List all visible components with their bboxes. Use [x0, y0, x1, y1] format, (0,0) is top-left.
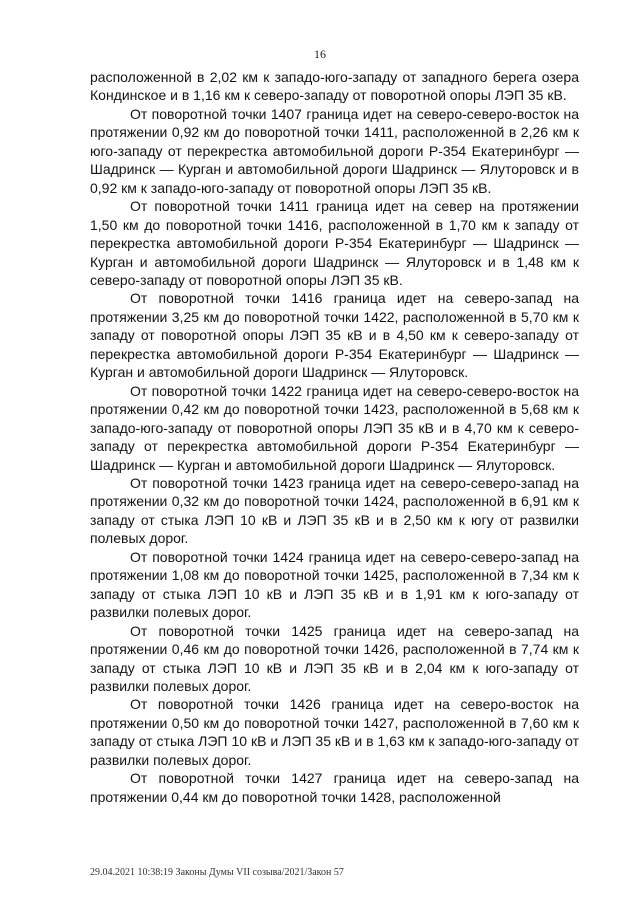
paragraph-point-1422: От поворотной точки 1422 граница идет на северо-северо-восток на протяжении 0,42 км до поворотной точки 1423, расположенной в 5,68 км к западо-юго-западу от поворотной опоры ЛЭП 35 кВ и в 4,70 км к северо-западу от перекрестка автомобильной дороги Р-354 Екатеринбург — Шадринск — Курган и автомобильной дороги Шадринск — Ялуторовск.: [90, 382, 579, 473]
paragraph-point-1426: От поворотной точки 1426 граница идет на северо-восток на протяжении 0,50 км до поворотной точки 1427, расположенной в 7,60 км к западу от стыка ЛЭП 10 кВ и ЛЭП 35 кВ и в 1,63 км к западо-юго-западу от развилки полевых дорог.: [90, 696, 579, 768]
paragraph-point-1411: От поворотной точки 1411 граница идет на север на протяжении 1,50 км до поворотной точки 1416, расположенной в 1,70 км к западу от перекрестка автомобильной дороги Р-354 Екатеринбург — Шадринск — Курган и автомобильной дороги Шадринск — Ялуторовск и в 1,48 км к северо-западу от поворотной опоры ЛЭП 35 кВ.: [90, 198, 579, 288]
page-number: 16: [314, 47, 326, 61]
paragraph-continuation: расположенной в 2,02 км к западо-юго-западу от западного берега озера Кондинское и в 1,16 км к северо-западу от поворотной опоры ЛЭП 35 кВ.: [90, 69, 579, 104]
document-footer-stamp: 29.04.2021 10:38:19 Законы Думы VII созыва/2021/Закон 57: [90, 867, 344, 878]
paragraph-point-1423: От поворотной точки 1423 граница идет на северо-северо-запад на протяжении 0,32 км до поворотной точки 1424, расположенной в 6,91 км к западу от стыка ЛЭП 10 кВ и ЛЭП 35 кВ и в 2,50 км к югу от развилки полевых дорог.: [90, 474, 579, 547]
document-body: [90, 68, 579, 806]
paragraph-point-1416: От поворотной точки 1416 граница идет на северо-запад на протяжении 3,25 км до поворотной точки 1422, расположенной в 5,70 км к западу от поворотной опоры ЛЭП 35 кВ и в 4,50 км к северо-западу от перекрестка автомобильной дороги Р-354 Екатеринбург — Шадринск — Курган и автомобильной дороги Шадринск — Ялуторовск.: [90, 290, 579, 381]
paragraph-point-1425: От поворотной точки 1425 граница идет на северо-запад на протяжении 0,46 км до поворотной точки 1426, расположенной в 7,74 км к западу от стыка ЛЭП 10 кВ и ЛЭП 35 кВ и в 2,04 км к юго-западу от развилки полевых дорог.: [90, 622, 579, 694]
paragraph-point-1424: От поворотной точки 1424 граница идет на северо-северо-запад на протяжении 1,08 км до поворотной точки 1425, расположенной в 7,34 км к западу от стыка ЛЭП 10 кВ и ЛЭП 35 кВ и в 1,91 км к юго-западу от развилки полевых дорог.: [90, 548, 579, 621]
paragraph-point-1427: От поворотной точки 1427 граница идет на северо-запад на протяжении 0,44 км до поворотной точки 1428, расположенной: [90, 770, 579, 805]
paragraph-point-1407: От поворотной точки 1407 граница идет на северо-северо-восток на протяжении 0,92 км до поворотной точки 1411, расположенной в 2,26 км к юго-западу от перекрестка автомобильной дороги Р-354 Екатеринбург — Шадринск — Курган и автомобильной дороги Шадринск — Ялуторовск и в 0,92 км к западо-юго-западу от поворотной опоры ЛЭП 35 кВ.: [90, 105, 579, 196]
